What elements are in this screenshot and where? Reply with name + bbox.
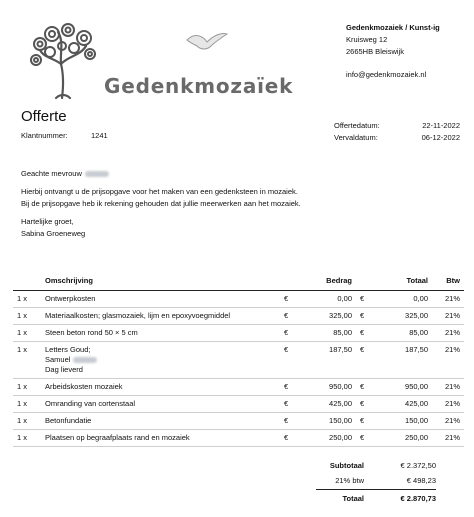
row-amount: 187,50 xyxy=(329,345,352,354)
letter-body xyxy=(21,168,461,246)
subtotal-label: Subtotaal xyxy=(329,461,364,470)
row-vat: 21% xyxy=(432,430,464,447)
currency-symbol: € xyxy=(284,399,289,408)
currency-symbol: € xyxy=(360,416,365,425)
row-qty: 1 x xyxy=(13,325,41,342)
row-vat: 21% xyxy=(432,396,464,413)
currency-symbol: € xyxy=(284,294,289,303)
vat-value: € 498,23 xyxy=(406,476,436,485)
row-qty: 1 x xyxy=(13,396,41,413)
totals-divider xyxy=(316,489,436,490)
row-amount: 150,00 xyxy=(329,416,352,425)
row-total: 250,00 xyxy=(405,433,428,442)
currency-symbol: € xyxy=(360,294,365,303)
row-amount: 85,00 xyxy=(333,328,352,337)
document-title: Offerte xyxy=(21,108,67,125)
greeting: Geachte mevrouw xyxy=(21,169,82,178)
row-qty: 1 x xyxy=(13,379,41,396)
total-value: € 2.870,73 xyxy=(400,494,436,503)
table-row xyxy=(13,308,464,325)
header-vat: Btw xyxy=(432,270,464,291)
row-qty: 1 x xyxy=(13,430,41,447)
table-row xyxy=(13,325,464,342)
row-qty: 1 x xyxy=(13,413,41,430)
bird-icon xyxy=(185,30,229,54)
line-items-table xyxy=(13,270,464,447)
currency-symbol: € xyxy=(284,382,289,391)
header-description: Omschrijving xyxy=(41,270,280,291)
row-total: 187,50 xyxy=(405,345,428,354)
row-vat: 21% xyxy=(432,413,464,430)
row-vat: 21% xyxy=(432,325,464,342)
table-row xyxy=(13,430,464,447)
row-description: Plaatsen op begraafplaats rand en mozaiek xyxy=(41,430,280,447)
company-street: Kruisweg 12 xyxy=(346,35,388,44)
currency-symbol: € xyxy=(284,345,289,354)
row-total: 325,00 xyxy=(405,311,428,320)
quote-date-value: 22-11-2022 xyxy=(422,121,460,130)
row-description-line: Dag lieverd xyxy=(45,365,83,374)
header-qty xyxy=(13,270,41,291)
row-amount: 325,00 xyxy=(329,311,352,320)
letter-paragraph-line-2: Bij de prijsopgave heb ik rekening gehouden dat jullie meerwerken aan het mozaiek. xyxy=(21,199,301,208)
table-row xyxy=(13,342,464,379)
customer-number-value: 1241 xyxy=(91,131,108,140)
company-city: 2665HB Bleiswijk xyxy=(346,47,404,56)
row-description: Betonfundatie xyxy=(41,413,280,430)
table-header-row xyxy=(13,270,464,291)
currency-symbol: € xyxy=(284,328,289,337)
header-total: Totaal xyxy=(356,270,432,291)
subtotal-value: € 2.372,50 xyxy=(400,461,436,470)
row-vat: 21% xyxy=(432,291,464,308)
closing: Hartelijke groet, xyxy=(21,217,74,226)
row-total: 425,00 xyxy=(405,399,428,408)
redacted-name xyxy=(73,357,97,363)
currency-symbol: € xyxy=(360,433,365,442)
redacted-name xyxy=(85,171,109,177)
expiry-date-label: Vervaldatum: xyxy=(334,133,378,142)
row-description: Steen beton rond 50 × 5 cm xyxy=(41,325,280,342)
row-description: Arbeidskosten mozaiek xyxy=(41,379,280,396)
signature: Sabina Groeneweg xyxy=(21,229,86,238)
row-total: 0,00 xyxy=(413,294,428,303)
row-amount: 425,00 xyxy=(329,399,352,408)
row-vat: 21% xyxy=(432,379,464,396)
vat-label: 21% btw xyxy=(335,476,364,485)
expiry-date-value: 06-12-2022 xyxy=(421,133,460,142)
logo-wordmark: Gedenkmozaïek xyxy=(104,74,294,98)
row-amount: 0,00 xyxy=(337,294,352,303)
row-qty: 1 x xyxy=(13,308,41,325)
table-row xyxy=(13,291,464,308)
document-dates xyxy=(334,120,460,144)
row-vat: 21% xyxy=(432,342,464,379)
row-amount: 950,00 xyxy=(329,382,352,391)
company-address xyxy=(346,22,440,81)
currency-symbol: € xyxy=(360,382,365,391)
letter-paragraph-line-1: Hierbij ontvangt u de prijsopgave voor het maken van een gedenksteen in mozaiek. xyxy=(21,187,298,196)
currency-symbol: € xyxy=(284,311,289,320)
logo-tree-icon xyxy=(28,22,100,102)
row-total: 150,00 xyxy=(405,416,428,425)
currency-symbol: € xyxy=(284,416,289,425)
row-description: Omranding van cortenstaal xyxy=(41,396,280,413)
currency-symbol: € xyxy=(284,433,289,442)
table-row xyxy=(13,379,464,396)
company-name: Gedenkmozaiek / Kunst-ig xyxy=(346,23,440,32)
table-row xyxy=(13,413,464,430)
row-qty: 1 x xyxy=(13,291,41,308)
company-email[interactable]: info@gedenkmozaiek.nl xyxy=(346,70,427,79)
row-description xyxy=(41,342,280,379)
table-row xyxy=(13,396,464,413)
customer-info xyxy=(21,131,108,140)
row-amount: 250,00 xyxy=(329,433,352,442)
row-total: 85,00 xyxy=(409,328,428,337)
row-description-line: Samuel xyxy=(45,355,71,364)
header-amount: Bedrag xyxy=(280,270,356,291)
currency-symbol: € xyxy=(360,328,365,337)
row-description-line: Letters Goud; xyxy=(45,345,91,354)
row-total: 950,00 xyxy=(405,382,428,391)
totals-block xyxy=(13,458,464,506)
currency-symbol: € xyxy=(360,399,365,408)
currency-symbol: € xyxy=(360,345,365,354)
currency-symbol: € xyxy=(360,311,365,320)
customer-number-label: Klantnummer: xyxy=(21,131,68,140)
row-qty: 1 x xyxy=(13,342,41,379)
row-description: Materiaalkosten; glasmozaiek, lijm en epoxyvoegmiddel xyxy=(41,308,280,325)
quote-date-label: Offertedatum: xyxy=(334,121,380,130)
row-vat: 21% xyxy=(432,308,464,325)
row-description: Ontwerpkosten xyxy=(41,291,280,308)
total-label: Totaal xyxy=(342,494,364,503)
